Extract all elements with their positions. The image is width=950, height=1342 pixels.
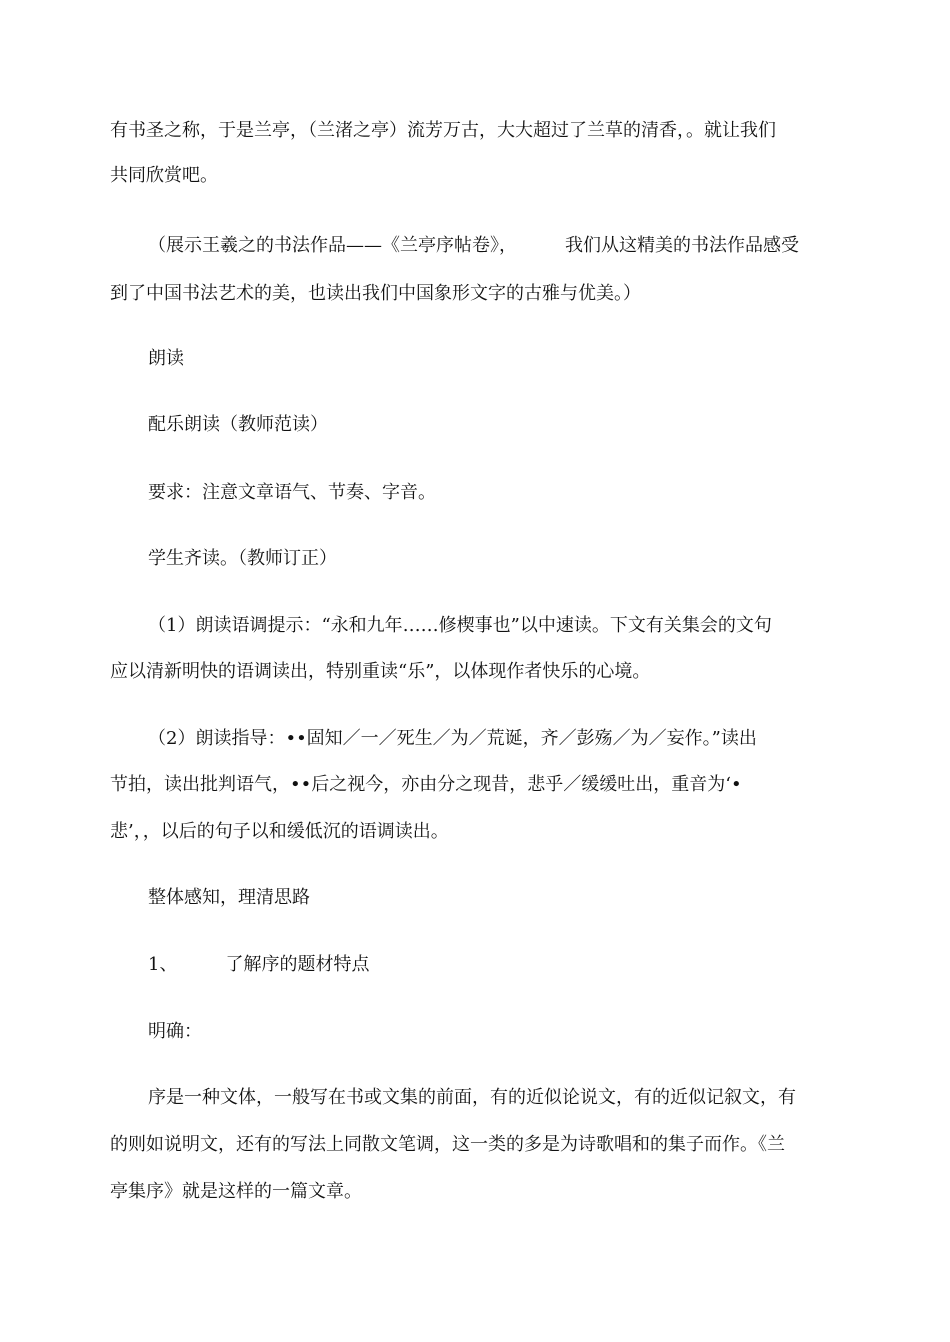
students-read-line: 学生齐读。（教师订正） [148,548,337,569]
requirement-line: 要求：注意文章语气、节奏、字音。 [148,482,436,503]
list-item-text: 了解序的题材特点 [225,954,370,975]
paragraph-line: 应以清新明快的语调读出，特别重读“乐”，以体现作者快乐的心境。 [110,661,651,682]
paragraph-line: 到了中国书法艺术的美，也读出我们中国象形文字的古雅与优美。） [110,283,641,304]
paragraph-line: 节拍，读出批判语气，••后之视今，亦由分之现昔，悲乎／缓缓吐出，重音为‘• [110,774,742,795]
clarify-label: 明确： [148,1021,202,1042]
paragraph-line: 悲’，，以后的句子以和缓低沉的语调读出。 [110,821,449,842]
section-heading-overall: 整体感知，理清思路 [148,887,310,908]
paragraph-line: 序是一种文体，一般写在书或文集的前面，有的近似论说文，有的近似记叙文，有 [148,1087,796,1108]
paragraph-line: 有书圣之称，于是兰亭，（兰渚之亭）流芳万古，大大超过了兰草的清香，。就让我们 [110,120,776,141]
paragraph-line: （1）朗读语调提示：“永和九年……修楔事也”以中速读。下文有关集会的文句 [148,615,772,636]
music-reading-line: 配乐朗读（教师范读） [148,414,328,435]
paragraph-line: 的则如说明文，还有的写法上同散文笔调，这一类的多是为诗歌唱和的集子而作。《兰 [110,1134,785,1155]
paragraph-line [148,233,840,259]
paragraph-line: 共同欣赏吧。 [110,165,218,186]
paragraph-line: 亭集序》就是这样的一篇文章。 [110,1181,362,1202]
paragraph-text: 我们从这精美的书法作品感受 [565,235,799,256]
paragraph-line: （2）朗读指导：••固知／一／死生／为／荒诞，齐／彭殇／为／妄作。”读出 [148,728,757,749]
list-item [148,952,840,978]
section-heading-read: 朗读 [148,348,184,369]
paragraph-text: （展示王羲之的书法作品——《兰亭序帖卷》， [148,235,517,256]
list-item-number: 1、 [148,954,178,975]
